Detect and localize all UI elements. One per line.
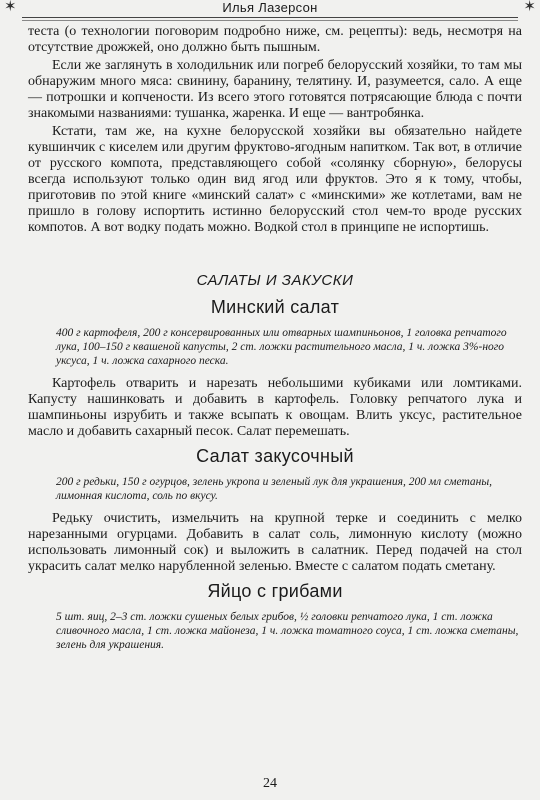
page-number: 24	[263, 776, 277, 791]
page-header	[0, 0, 540, 26]
recipe-method: Картофель отварить и нарезать небольшими кубиками или ломтиками. Капусту нашинковать и добавить в картофель. Головку репчатого лука и шампиньоны изрубить и также всыпать к овощам. Влить уксус, растительное масло и добавить сахарный песок. Салат перемешать.	[28, 376, 522, 439]
header-rule-secondary	[22, 20, 518, 21]
page-body	[28, 24, 522, 660]
recipe-ingredients: 5 шт. яиц, 2–3 ст. ложки сушеных белых грибов, ½ головки репчатого лука, 1 ст. ложка сливочного масла, 1 ст. ложка майонеза, 1 ч. ложка томатного соуса, 1 ст. ложка сметаны, зелень для украшения.	[56, 611, 519, 651]
recipe-method: Редьку очистить, измельчить на крупной терке и соединить с мелко нарезанными огурцами. Добавить в салат соль, лимонную кислоту (можно использовать лимонный сок) и выложить в салатник. Перед подачей на стол украсить салат мелко нарубленной зеленью. Вместе с салатом подать сметану.	[28, 511, 522, 574]
recipe-ingredients: 200 г редьки, 150 г огурцов, зелень укропа и зеленый лук для украшения, 200 мл сметаны, лимонная кислота, соль по вкусу.	[56, 476, 493, 502]
recipe-ingredients: 400 г картофеля, 200 г консервированных или отварных шампиньонов, 1 головка репчатого лука, 100–150 г квашеной капусты, 2 ст. ложки растительного масла, 1 ч. ложка 3%-ного уксуса, 1 ч. ложка сахарного песка.	[56, 327, 507, 367]
header-rule	[22, 17, 518, 18]
author-name: Илья Лазерсон	[212, 0, 327, 15]
intro-paragraph-1: теста (о технологии поговорим подробно ниже, см. рецепты): ведь, несмотря на отсутствие дрожжей, оно должно быть пышным.	[28, 24, 522, 55]
section-heading: САЛАТЫ И ЗАКУСКИ	[196, 272, 354, 289]
recipe-title-egg-with-mushrooms: Яйцо с грибами	[207, 581, 343, 601]
recipe-title-minsk-salad: Минский салат	[210, 297, 340, 317]
intro-paragraph-3: Кстати, там же, на кухне белорусской хозяйки вы обязательно найдете кувшинчик с киселем или другим фруктово-ягодным напитком. Так вот, в отличие от русского компота, представляющего собой «солянку сборную», белорусы всегда используют только один вид ягод или фруктов. Это я к тому, чтобы, приготовив по этой книге «минский салат» с «минскими» же котлетами, вам не пришло в голову испортить истинно белорусский стол чем-то вроде русских компотов. А вот водку подать можно. Водкой стол в принципе не испортишь.	[28, 124, 522, 235]
intro-paragraph-2: Если же заглянуть в холодильник или погреб белорусский хозяйки, то там мы обнаружим много мяса: свинину, баранину, телятину. И, разумеется, сало. А еще — потрошки и копчености. Из всего этого готовятся потрясающие блюда с почти знакомыми названиями: тушанка, жаренка. И еще — вантробянка.	[28, 58, 522, 121]
recipe-title-snack-salad: Салат закусочный	[196, 446, 354, 466]
running-head	[0, 0, 540, 15]
star-ornament-left: ✶	[4, 0, 17, 15]
star-ornament-right: ✶	[523, 0, 536, 15]
